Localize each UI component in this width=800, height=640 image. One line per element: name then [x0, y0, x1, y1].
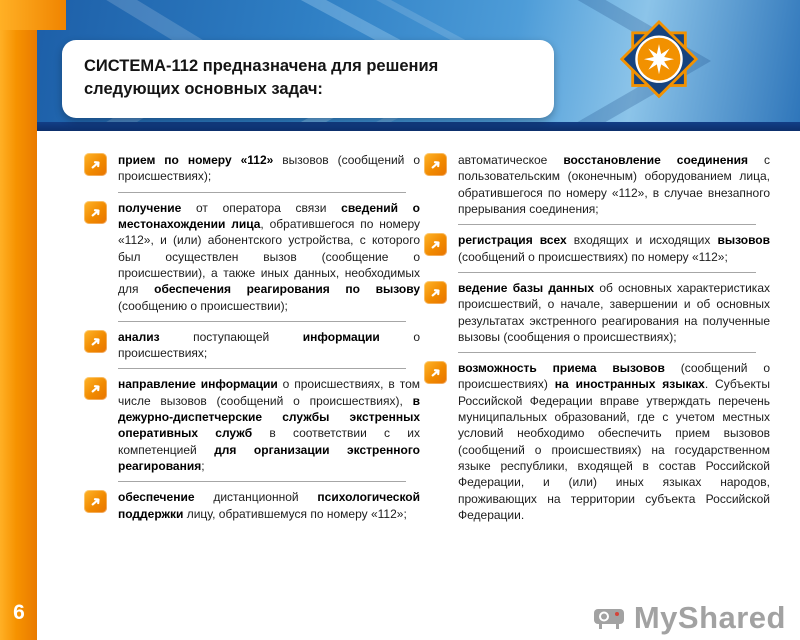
task-item-text: ведение базы данных об основных характеристиках происшествий, о начале, завершении и об основных результатах экстренного реагирования на полученные вызовы (сообщения о происшествиях); [458, 280, 770, 344]
item-separator [458, 224, 756, 225]
task-item [84, 329, 420, 362]
arrow-northeast-icon: ➜ [424, 361, 447, 384]
item-separator [118, 368, 406, 369]
left-orange-bar [0, 0, 37, 640]
arrow-northeast-icon: ➜ [84, 201, 107, 224]
task-item-text: обеспечение дистанционной психологической поддержки лицу, обратившемуся по номеру «112»; [118, 490, 420, 521]
task-item-text: автоматическое восстановление соединения с пользовательским (оконечным) оборудованием лица, обратившегося по номеру «112», в случае внезапного прерывания соединения; [458, 153, 771, 216]
emercom-emblem-icon [612, 10, 706, 114]
watermark-text: MyShared [633, 600, 786, 635]
task-item-text: получение от оператора связи сведений о местонахождении лица, обратившегося по номеру «112», и (или) абонентского устройства, с которого был осуществлен вызов (сообщение о происшествии), а также иных данных, необходимых для обеспечения реагирования по вызову (сообщению о происшествии); [118, 200, 421, 313]
tasks-column-left [84, 152, 420, 522]
task-item [84, 200, 420, 314]
task-item [424, 232, 770, 265]
task-item-text: анализ поступающей информации о происшествиях; [118, 329, 420, 361]
task-item [84, 152, 420, 185]
arrow-northeast-icon: ➜ [424, 281, 447, 304]
item-separator [458, 272, 756, 273]
page-number: 6 [13, 601, 25, 624]
arrow-northeast-icon: ➜ [84, 153, 107, 176]
task-item [424, 152, 770, 217]
arrow-northeast-icon: ➜ [84, 490, 107, 513]
task-item [424, 360, 770, 523]
corner-orange-block [0, 0, 66, 30]
item-separator [118, 321, 406, 322]
item-separator [118, 481, 406, 482]
projector-icon [593, 605, 627, 631]
task-item-text: возможность приема вызовов (сообщений о происшествиях) на иностранных языках. Субъекты Российской Федерации вправе утверждать перечень муниципальных образований, где с учетом местных условий необходимо обеспечить прием вызовов (сообщений о происшествиях) на государственном языке республики, входящей в состав Российской Федерации, и (или) иных языках народов, проживающих на территории субъекта Российской Федерации. [458, 361, 770, 522]
task-item [424, 280, 770, 345]
task-item [84, 376, 420, 474]
task-item-text: регистрация всех входящих и исходящих вызовов (сообщений о происшествиях) по номеру «112»; [458, 233, 770, 264]
myshared-watermark [593, 600, 786, 636]
task-item-text: прием по номеру «112» вызовов (сообщений о происшествиях); [118, 153, 420, 184]
arrow-northeast-icon: ➜ [424, 153, 447, 176]
task-item [84, 489, 420, 522]
arrow-northeast-icon: ➜ [424, 233, 447, 256]
item-separator [458, 352, 756, 353]
task-item-text: направление информации о происшествиях, в том числе вызовов (сообщений о происшествиях), в дежурно-диспетчерские службы экстренных оперативных служб в соответствии с их компетенцией для организации экстренного реагирования; [118, 377, 421, 473]
arrow-northeast-icon: ➜ [84, 377, 107, 400]
tasks-column-right [424, 152, 770, 523]
title-box [62, 40, 554, 118]
arrow-northeast-icon: ➜ [84, 330, 107, 353]
slide-title: СИСТЕМА-112 предназначена для решения следующих основных задач: [84, 57, 439, 98]
item-separator [118, 192, 406, 193]
navy-divider-strip [37, 122, 800, 131]
